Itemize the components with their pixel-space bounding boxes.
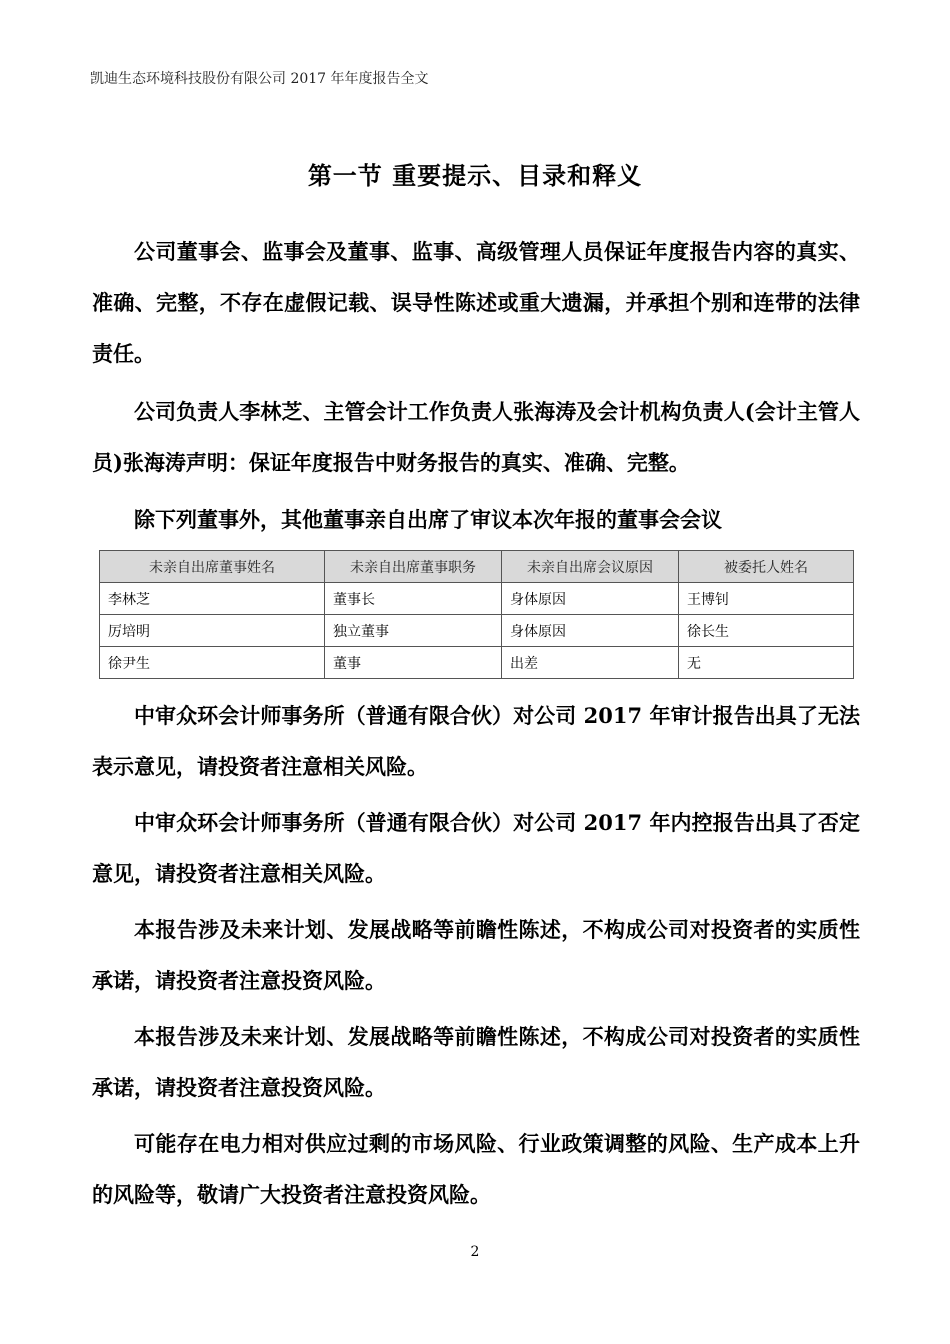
table-row (100, 583, 854, 615)
table-cell: 身体原因 (502, 615, 679, 647)
table-cell: 董事 (325, 647, 502, 679)
page-header: 凯迪生态环境科技股份有限公司 2017 年年度报告全文 (90, 71, 429, 87)
paragraph-internal-control-opinion: 中审众环会计师事务所（普通有限合伙）对公司 2017 年内控报告出具了否定意见，请投资者注意相关风险。 (92, 810, 860, 886)
paragraph-forward-looking-1: 本报告涉及未来计划、发展战略等前瞻性陈述，不构成公司对投资者的实质性承诺，请投资者注意投资风险。 (92, 917, 860, 993)
paragraph-board-guarantee: 公司董事会、监事会及董事、监事、高级管理人员保证年度报告内容的真实、准确、完整，不存在虚假记载、误导性陈述或重大遗漏，并承担个别和连带的法律责任。 (92, 239, 860, 366)
column-header: 未亲自出席董事姓名 (100, 551, 325, 583)
table-cell: 董事长 (325, 583, 502, 615)
table-row (100, 647, 854, 679)
table-cell: 出差 (502, 647, 679, 679)
table-cell: 独立董事 (325, 615, 502, 647)
column-header: 被委托人姓名 (679, 551, 854, 583)
paragraph-responsible-statement: 公司负责人李林芝、主管会计工作负责人张海涛及会计机构负责人(会计主管人员)张海涛声明：保证年度报告中财务报告的真实、准确、完整。 (92, 399, 860, 475)
column-header: 未亲自出席董事职务 (325, 551, 502, 583)
table-row (100, 615, 854, 647)
table-cell: 王博钊 (679, 583, 854, 615)
table-cell: 徐尹生 (100, 647, 325, 679)
table-cell: 徐长生 (679, 615, 854, 647)
paragraph-forward-looking-2: 本报告涉及未来计划、发展战略等前瞻性陈述，不构成公司对投资者的实质性承诺，请投资者注意投资风险。 (92, 1024, 860, 1100)
table-cell: 无 (679, 647, 854, 679)
column-header: 未亲自出席会议原因 (502, 551, 679, 583)
paragraph-audit-opinion: 中审众环会计师事务所（普通有限合伙）对公司 2017 年审计报告出具了无法表示意见，请投资者注意相关风险。 (92, 703, 860, 779)
table-cell: 身体原因 (502, 583, 679, 615)
table-lead-text: 除下列董事外，其他董事亲自出席了审议本次年报的董事会会议 (134, 507, 722, 532)
table-header-row (100, 551, 854, 583)
table-cell: 李林芝 (100, 583, 325, 615)
section-title: 第一节 重要提示、目录和释义 (307, 161, 643, 190)
paragraph-market-risk: 可能存在电力相对供应过剩的市场风险、行业政策调整的风险、生产成本上升的风险等，敬请广大投资者注意投资风险。 (92, 1131, 860, 1207)
absent-directors-table (99, 550, 854, 679)
table-cell: 厉培明 (100, 615, 325, 647)
page-number: 2 (470, 1244, 480, 1260)
